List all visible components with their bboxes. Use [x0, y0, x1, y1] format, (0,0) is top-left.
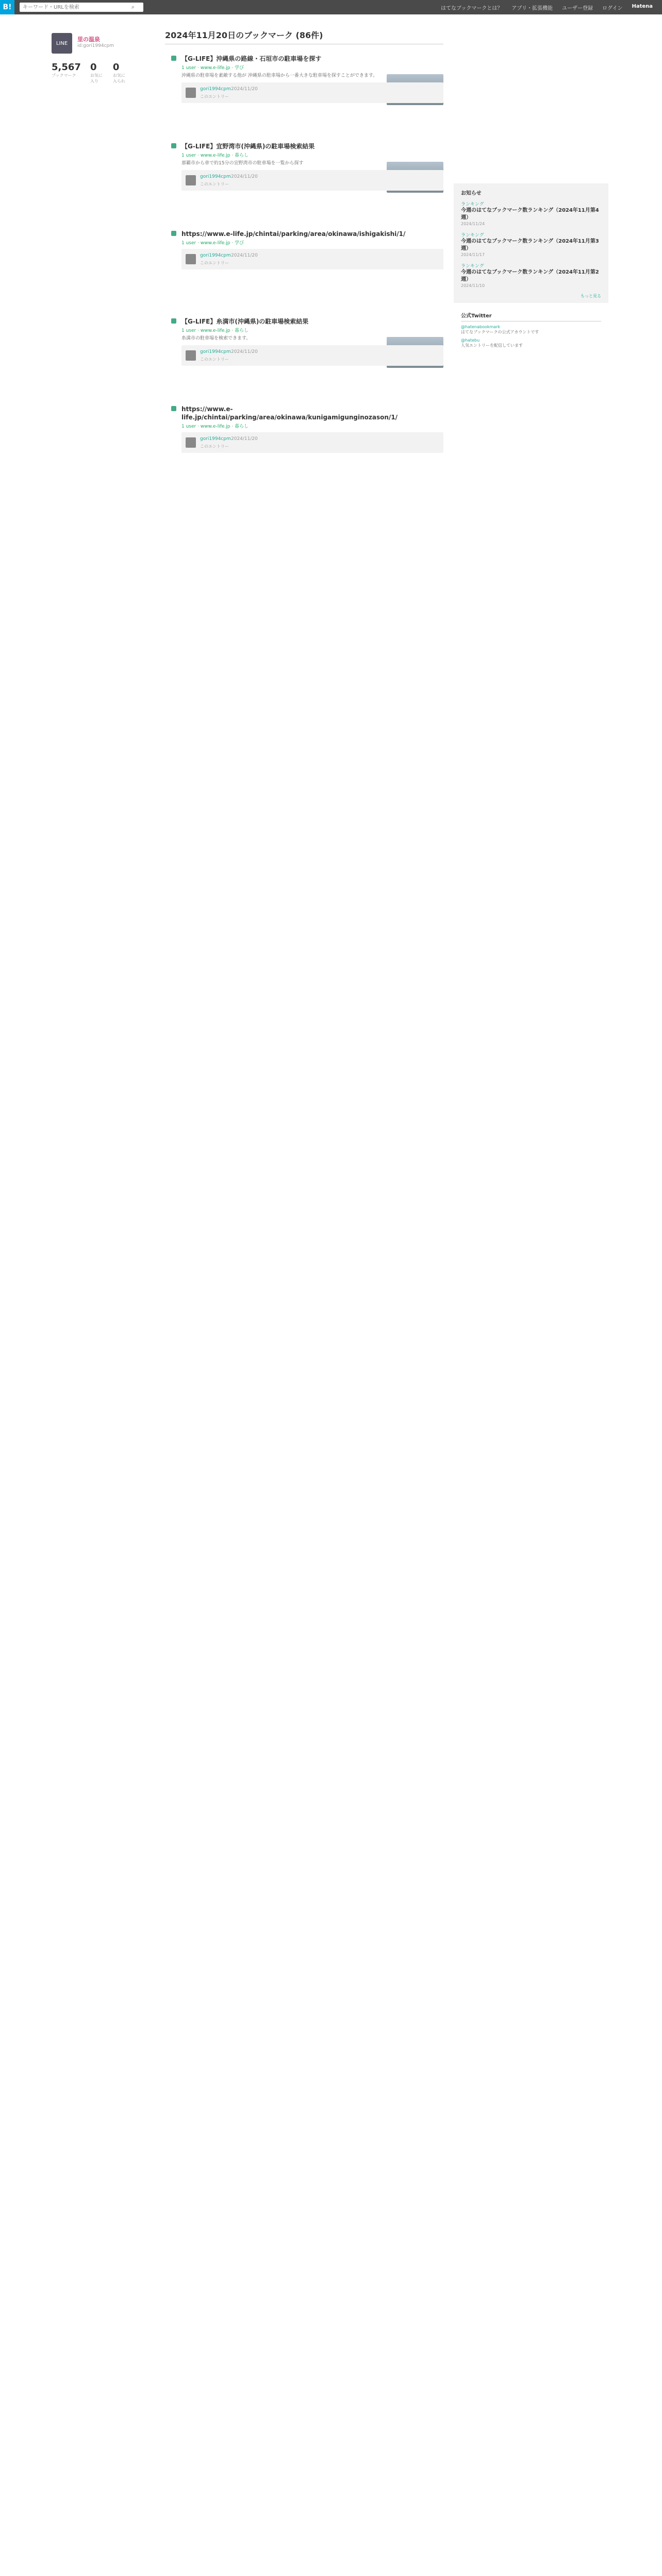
comment-date: 2024/11/20 — [231, 87, 258, 92]
bookmark-comment — [181, 170, 443, 191]
stat-label: お気に入られ — [112, 73, 125, 83]
ranking-date: 2024/11/10 — [461, 283, 485, 288]
stat-followers[interactable] — [113, 62, 129, 84]
commenter-avatar[interactable] — [186, 88, 196, 98]
bookmark-comment — [181, 82, 443, 103]
notice-box — [454, 183, 608, 303]
comment-link[interactable]: このエントリー — [200, 94, 229, 99]
entry-title[interactable]: 【G-LIFE】沖縄県の路線・石垣市の駐車場を探す — [181, 55, 322, 62]
ranking-item[interactable] — [461, 200, 601, 226]
entry-meta: 1 user · www.e-life.jp · 暮らし — [181, 328, 249, 333]
twitter-desc: 人気エントリーを配信しています — [461, 343, 523, 348]
hatena-bookmark-logo[interactable]: B! — [0, 0, 14, 14]
comment-link[interactable]: このエントリー — [200, 444, 229, 449]
ranking-label: ランキング — [461, 202, 484, 207]
site-favicon-icon — [171, 406, 176, 411]
bookmark-list — [165, 29, 443, 482]
list-item — [165, 230, 443, 307]
user-id: id:gori1994cpm — [77, 43, 114, 48]
search-box[interactable] — [20, 3, 143, 12]
entry-snippet: 沖縄県の駐車場を素敵する他が 沖縄県の駐車場から一番大きな駐車場を探すことができます。 — [181, 73, 378, 78]
twitter-desc: はてなブックマークの公式アカウントです — [461, 330, 539, 334]
bookmark-comment — [181, 345, 443, 366]
stat-label: お気に入り — [90, 73, 103, 83]
list-item — [165, 55, 443, 132]
site-favicon-icon — [171, 231, 176, 236]
avatar[interactable]: LINE — [52, 33, 72, 54]
commenter-avatar[interactable] — [186, 437, 196, 448]
search-input[interactable] — [20, 4, 129, 11]
page-title: 2024年11月20日のブックマーク (86件) — [165, 29, 443, 44]
entry-snippet: 那覇市から車で約15分の宜野湾市の駐車場を一覧から探す — [181, 161, 304, 166]
nav-apps[interactable]: アプリ・拡張機能 — [511, 5, 553, 11]
entry-meta: 1 user · www.e-life.jp · 学び — [181, 65, 244, 71]
commenter-avatar[interactable] — [186, 350, 196, 361]
user-name[interactable]: 里の温泉 — [77, 36, 100, 43]
commenter-name[interactable]: gori1994cpm — [200, 87, 231, 92]
comment-link[interactable]: このエントリー — [200, 261, 229, 265]
twitter-handle[interactable]: @hatenabookmark — [461, 325, 501, 329]
ranking-date: 2024/11/24 — [461, 222, 485, 226]
more-link[interactable]: もっと見る — [581, 294, 601, 298]
bookmark-comment — [181, 432, 443, 453]
comment-link[interactable]: このエントリー — [200, 182, 229, 187]
top-navigation-bar — [0, 0, 662, 14]
stat-bookmarks[interactable] — [52, 62, 81, 84]
stat-label: ブックマーク — [52, 73, 76, 78]
ranking-date: 2024/11/17 — [461, 252, 485, 257]
commenter-name[interactable]: gori1994cpm — [200, 436, 231, 442]
site-favicon-icon — [171, 143, 176, 148]
bookmark-comment — [181, 249, 443, 269]
notice-title: お知らせ — [461, 191, 482, 196]
list-item — [165, 142, 443, 219]
ranking-label: ランキング — [461, 233, 484, 238]
ranking-text[interactable]: 今週のはてなブックマーク数ランキング（2024年11月第2週） — [461, 269, 599, 282]
comment-date: 2024/11/20 — [231, 349, 258, 354]
comment-link[interactable]: このエントリー — [200, 357, 229, 362]
ranking-item[interactable] — [461, 262, 601, 288]
site-favicon-icon — [171, 318, 176, 324]
site-favicon-icon — [171, 56, 176, 61]
stat-number: 0 — [112, 62, 120, 73]
nav-hatena[interactable]: Hatena — [632, 3, 653, 9]
entry-title[interactable]: 【G-LIFE】糸満市(沖縄県)の駐車場検索結果 — [181, 318, 309, 325]
entry-meta: 1 user · www.e-life.jp · 暮らし — [181, 153, 249, 158]
ranking-item[interactable] — [461, 231, 601, 257]
comment-date: 2024/11/20 — [231, 253, 258, 258]
entry-meta: 1 user · www.e-life.jp · 学び — [181, 241, 244, 246]
twitter-box — [454, 311, 608, 348]
twitter-title: 公式Twitter — [461, 311, 601, 321]
commenter-name[interactable]: gori1994cpm — [200, 349, 231, 354]
user-profile — [52, 33, 129, 84]
ranking-text[interactable]: 今週のはてなブックマーク数ランキング（2024年11月第4週） — [461, 208, 599, 221]
list-item — [165, 405, 443, 482]
stat-number: 5,567 — [52, 62, 81, 73]
comment-date: 2024/11/20 — [231, 174, 258, 179]
twitter-handle[interactable]: @hatebu — [461, 338, 480, 343]
comment-date: 2024/11/20 — [231, 436, 258, 442]
search-icon[interactable]: ⌕ — [131, 4, 135, 10]
user-stats — [52, 62, 129, 84]
entry-title[interactable]: https://www.e-life.jp/chintai/parking/area/okinawa/ishigakishi/1/ — [181, 230, 406, 238]
commenter-avatar[interactable] — [186, 254, 196, 264]
top-nav-links — [441, 4, 662, 11]
stat-number: 0 — [90, 62, 97, 73]
commenter-name[interactable]: gori1994cpm — [200, 253, 231, 258]
commenter-avatar[interactable] — [186, 175, 196, 185]
ranking-label: ランキング — [461, 264, 484, 269]
nav-login[interactable]: ログイン — [602, 5, 623, 11]
nav-about[interactable]: はてなブックマークとは？ — [441, 5, 503, 11]
sidebar — [454, 183, 608, 348]
entry-title[interactable]: 【G-LIFE】宜野湾市(沖縄県)の駐車場検索結果 — [181, 143, 315, 150]
list-item — [165, 317, 443, 395]
ranking-text[interactable]: 今週のはてなブックマーク数ランキング（2024年11月第3週） — [461, 239, 599, 251]
entry-snippet: 糸満市の駐車場を検索できます。 — [181, 336, 251, 341]
entry-title[interactable]: https://www.e-life.jp/chintai/parking/area/okinawa/kunigamigunginozason/1/ — [181, 405, 398, 421]
entry-meta: 1 user · www.e-life.jp · 暮らし — [181, 424, 249, 429]
nav-register[interactable]: ユーザー登録 — [561, 5, 593, 11]
stat-favorites[interactable] — [90, 62, 104, 84]
commenter-name[interactable]: gori1994cpm — [200, 174, 231, 179]
